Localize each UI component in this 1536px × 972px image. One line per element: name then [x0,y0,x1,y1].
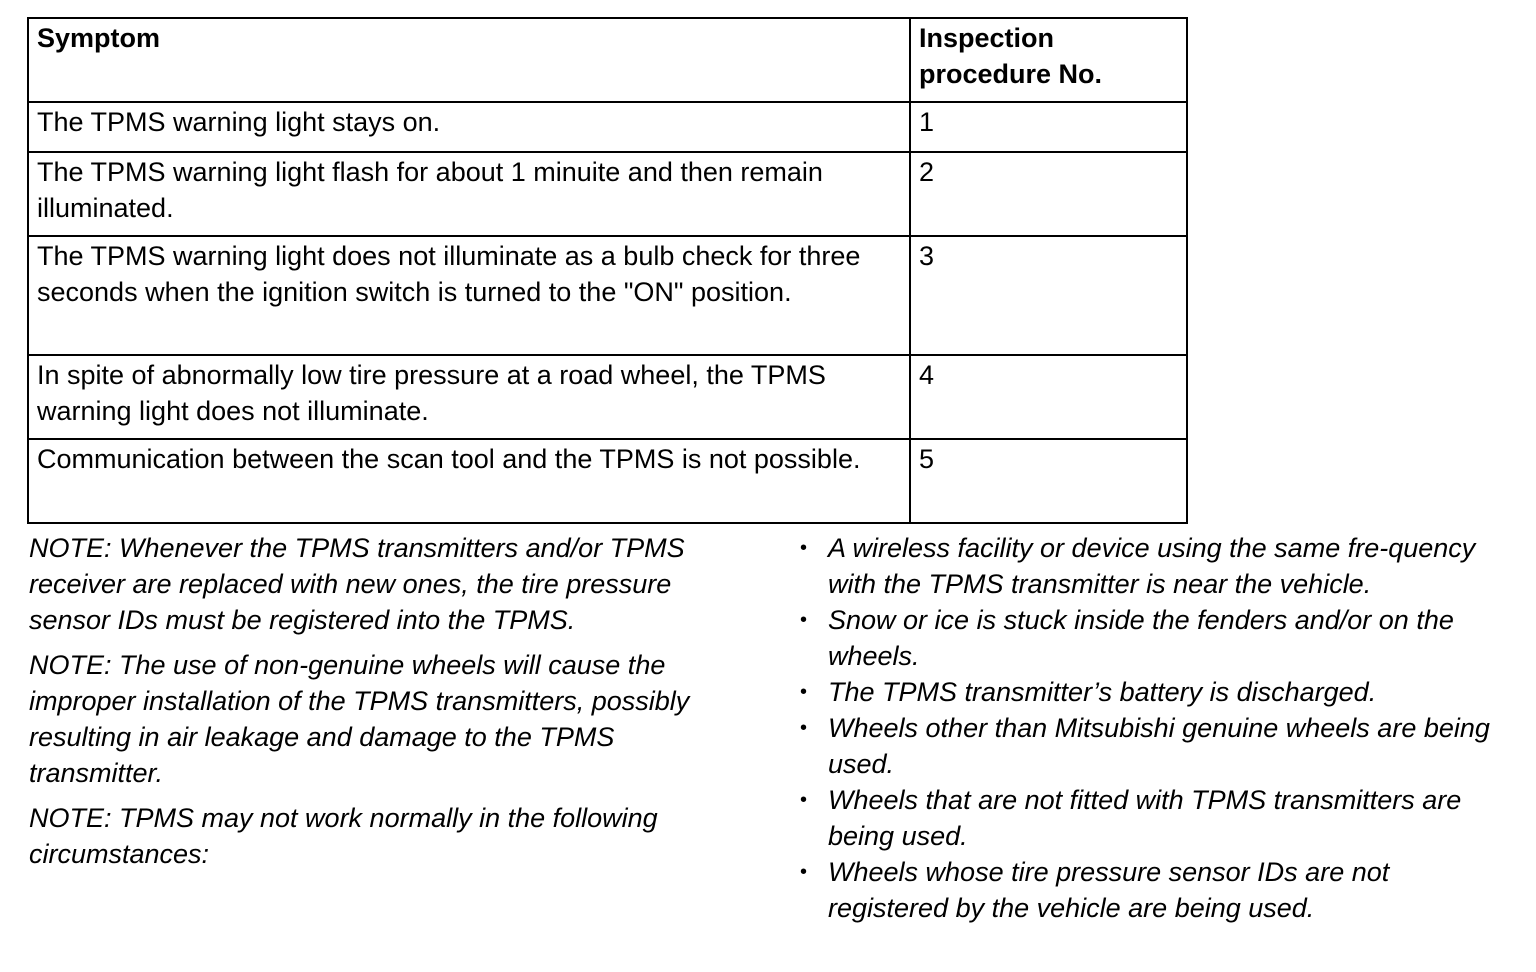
list-item [800,530,1500,602]
list-item-text: Snow or ice is stuck inside the fenders and/or on the wheels. [828,605,1454,671]
table-row [28,152,1187,236]
procedure-cell: 5 [910,439,1187,523]
list-item-text: The TPMS transmitter’s battery is discharged. [828,677,1377,707]
list-item-text: Wheels whose tire pressure sensor IDs are not registered by the vehicle are being used. [828,857,1390,923]
bullet-icon: • [800,537,808,559]
symptom-cell: The TPMS warning light flash for about 1 minuite and then remain illuminated. [28,152,910,236]
list-item-text: Wheels that are not fitted with TPMS transmitters are being used. [828,785,1462,851]
list-item [800,782,1500,854]
table-row [28,439,1187,523]
symptom-cell: The TPMS warning light does not illuminate as a bulb check for three seconds when the ignition switch is turned to the "ON" position. [28,236,910,355]
circumstances-list [800,530,1500,926]
bullet-icon: • [800,681,808,703]
procedure-cell: 2 [910,152,1187,236]
bullet-icon: • [800,717,808,739]
header-symptom: Symptom [28,18,910,102]
list-item [800,710,1500,782]
note-tpms-circumstances: NOTE: TPMS may not work normally in the following circumstances: [29,803,658,869]
symptom-cell: Communication between the scan tool and the TPMS is not possible. [28,439,910,523]
list-item-text: Wheels other than Mitsubishi genuine wheels are being used. [828,713,1490,779]
bullet-icon: • [800,789,808,811]
symptom-cell: In spite of abnormally low tire pressure at a road wheel, the TPMS warning light does not illuminate. [28,355,910,439]
table-row [28,236,1187,355]
table-row [28,102,1187,152]
bullet-icon: • [800,861,808,883]
table-row [28,355,1187,439]
procedure-cell: 4 [910,355,1187,439]
list-item [800,854,1500,926]
notes-column [29,530,749,881]
note-sensor-id-registration: NOTE: Whenever the TPMS transmitters and/or TPMS receiver are replaced with new ones, the tire pressure sensor IDs must be registered into the TPMS. [29,533,685,635]
header-inspection-procedure: Inspection procedure No. [910,18,1187,102]
list-item-text: A wireless facility or device using the same fre-quency with the TPMS transmitter is near the vehicle. [828,533,1476,599]
list-item [800,674,1500,710]
table-header-row [28,18,1187,102]
list-item [800,602,1500,674]
symptom-cell: The TPMS warning light stays on. [28,102,910,152]
procedure-cell: 3 [910,236,1187,355]
procedure-cell: 1 [910,102,1187,152]
symptom-table [27,17,1188,524]
bullet-icon: • [800,609,808,631]
note-non-genuine-wheels: NOTE: The use of non-genuine wheels will cause the improper installation of the TPMS transmitters, possibly resulting in air leakage and damage to the TPMS transmitter. [29,650,690,788]
